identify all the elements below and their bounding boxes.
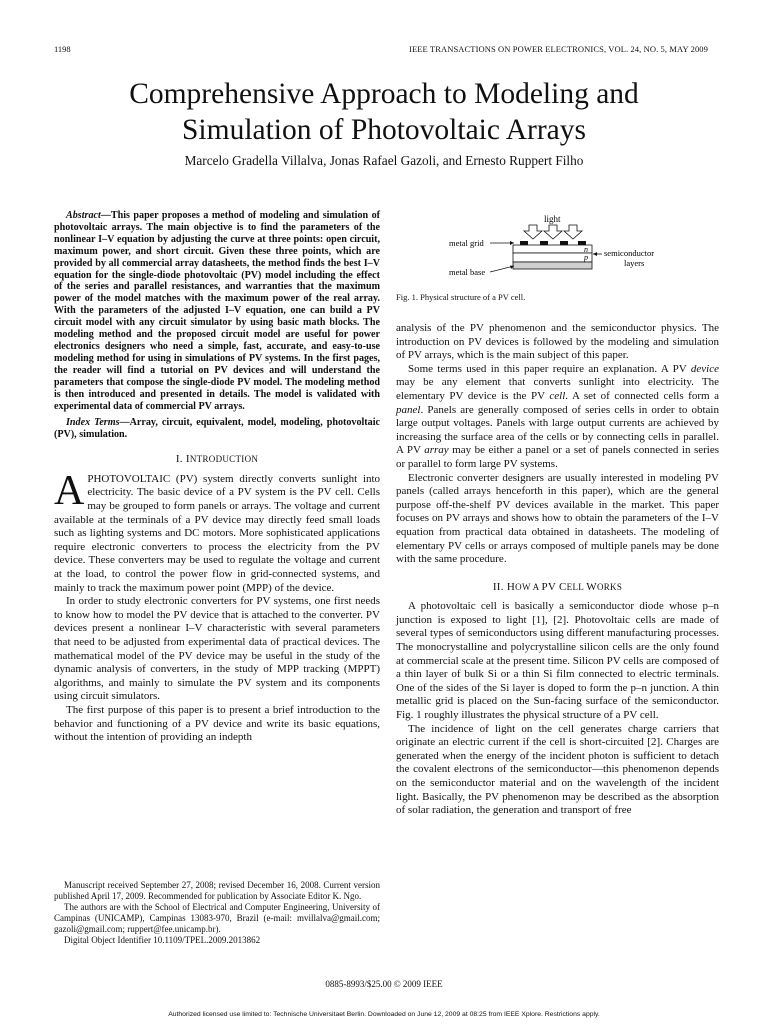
metal-base-layer [513,262,592,269]
p-label: p [584,253,588,262]
light-arrow-icon [564,225,582,239]
figure-caption: Fig. 1. Physical structure of a PV cell. [396,292,526,302]
index-terms-lead: Index Terms [66,417,120,429]
metal-base-label: metal base [449,267,486,277]
title-line-1: Comprehensive Approach to Modeling and [129,78,639,110]
abstract [54,210,380,412]
right-paragraph-4: A photovoltaic cell is basically a semiconductor diode whose p–n junction is exposed to light [1], [2]. Photovoltaic cells are made of several types of semiconductors using different manufacturing processes. The monocrystalline and polycrystalline silicon cells are the only found at commercial scale at the present time. Silicon PV cells are composed of a thin layer of bulk Si or a thin Si film connected to electric terminals. One of the sides of the Si layer is doped to form the p–n junction. A thin metallic grid is placed on the Sun-facing surface of the semiconductor. Fig. 1 roughly illustrates the physical structure of a PV cell. [396,600,719,722]
section-heading-introduction: I. INTRODUCTION [175,453,259,466]
n-layer [513,245,592,253]
abstract-text: —This paper proposes a method of modeling and simulation of photovoltaic arrays. The main objective is to find the parameters of the nonlinear I–V equation by adjusting the curve at three points: open circuit, maximum power, and short circuit. Given these three points, which are provided by all commercial array datasheets, the method finds the best I–V equation for the single-diode photovoltaic (PV) model including the effect of the series and parallel resistances, and warranties that the maximum power of the model matches with the maximum power of the real array. With the parameters of the adjusted I–V equation, one can build a PV circuit model with any circuit simulator by using basic math blocks. The modeling method and the proposed circuit model are useful for power electronics designers who need a simple, fast, accurate, and easy-to-use modeling method for using in simulations of PV systems. In the first pages, the reader will find a tutorial on PV devices and will understand the parameters that compose the single-diode PV model. The modeling method is then introduced and presented in details. The model is validated with experimental data of commercial PV arrays. [54,210,380,412]
light-arrow-icons [524,225,582,239]
right-column [396,322,719,818]
right-paragraph-terms: Some terms used in this paper require an explanation. A PV device may be any element that converts sunlight into electricity. The elementary PV device is the PV cell. A set of connected cells form a panel. Panels are generally composed of series cells in order to obtain large output voltages. Panels with large output currents are achieved by increasing the surface area of the cells or by connecting cells in parallel. A PV array may be either a panel or a set of panels connected in series or parallel to form large PV systems. [396,362,720,470]
authors: Marcelo Gradella Villalva, Jonas Rafael Gazoli, and Ernesto Ruppert Filho [184,153,584,168]
license-footer: Authorized licensed use limited to: Technische Universitaet Berlin. Downloaded on June 12, 2009 at 08:25 from IEEE Xplore. Restrictions apply. [168,1011,600,1018]
p-layer [513,253,592,262]
arrow-icon [593,252,597,256]
metal-grid-label: metal grid [449,238,484,248]
title-line-2: Simulation of Photovoltaic Arrays [182,114,586,146]
left-column [54,210,380,745]
light-arrow-icon [524,225,542,239]
section-heading-how-pv-cell-works: II. HOW A PV CELL WORKS [492,580,623,593]
semiconductor-label: semiconductor [604,248,655,258]
copyright-footer: 0885-8993/$25.00 © 2009 IEEE [325,979,443,989]
arrow-icon [510,241,514,245]
right-paragraph-1: analysis of the PV phenomenon and the semiconductor physics. The introduction on PV devices is followed by the modeling and simulation of PV arrays, which is the main subject of this paper. [396,322,719,362]
footnote-affiliation: The authors are with the School of Electrical and Computer Engineering, University of Campinas (UNICAMP), Campinas 13083-970, Brazil (e-mail: mvillalva@gmail.com; gazoli@gmail.com; ruppert@fee.unicamp.br). [54,902,380,934]
footnote-doi: Digital Object Identifier 10.1109/TPEL.2009.2013862 [64,935,261,945]
intro-paragraph-3: The first purpose of this paper is to present a brief introduction to the behavior and functioning of a PV device and write its basic equations, without the intention of providing an indepth [54,703,380,744]
abstract-lead: Abstract [66,210,101,221]
metal-grid-contacts [520,241,586,245]
paper-title [0,76,768,148]
right-paragraph-3: Electronic converter designers are usually interested in modeling PV panels (called arrays henceforth in this paper), which are the general purpose off-the-shelf PV devices available in the market. This paper focuses on PV arrays and shows how to obtain the parameters of the I–V equation from practical data obtained in datasheets. The modeling of elementary PV cells or arrays composed of multiple panels may be done with the same procedure. [396,471,719,566]
intro-paragraph-1: APHOTOVOLTAIC (PV) system directly converts sunlight into electricity. The basic device of a PV system is the PV cell. Cells may be grouped to form panels or arrays. The voltage and current available at the terminals of a PV device may directly feed small loads such as lighting systems and DC motors. More sophisticated applications require electronic converters to process the electricity from the PV device. These converters may be used to regulate the voltage and current at the load, to control the power flow in grid-connected systems, and mainly to track the maximum power point (MPP) of the device. [54,467,380,594]
index-terms [54,417,380,441]
figure-label-light: light [544,214,561,224]
index-terms-text: —Array, circuit, equivalent, model, modeling, photovoltaic (PV), simulation. [54,417,380,441]
n-label: n [584,245,588,254]
right-paragraph-5: The incidence of light on the cell generates charge carriers that originate an electric current if the cell is short-circuited [2]. Charges are generated when the energy of the incident photon is sufficient to detach the covalent electrons of the semiconductor—this phenomenon depends on the semiconductor material and on the wavelength of the incident light. Basically, the PV phenomenon may be described as the absorption of solar radiation, the generation and transport of free [396,722,719,817]
page-number: 1198 [54,44,71,54]
light-arrow-icon [544,225,562,239]
layers-label: layers [624,258,645,268]
intro-paragraph-2: In order to study electronic converters for PV systems, one first needs to know how to model the PV device that is attached to the converter. PV devices present a nonlinear I–V characteristic with several parameters that need to be adjusted from experimental data of practical devices. The mathematical model of the PV device may be useful in the study of the dynamic analysis of converters, in the study of MPP tracking (MPPT) algorithms, and mainly to simulate the PV system and its components using circuit simulators. [54,595,380,703]
footnote [54,880,380,946]
drop-cap: A [54,467,85,514]
footnote-manuscript: Manuscript received September 27, 2008; revised December 16, 2008. Current version published April 17, 2009. Recommended for publication by Associate Editor K. Ngo. [54,880,380,901]
journal-header: IEEE TRANSACTIONS ON POWER ELECTRONICS, VOL. 24, NO. 5, MAY 2009 [409,44,708,54]
